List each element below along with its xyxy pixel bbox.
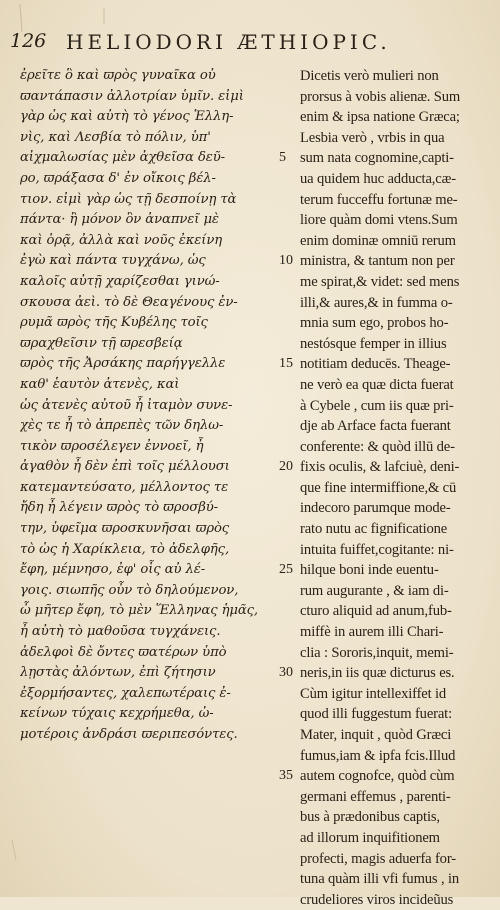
latin-line: cturo aliquid ad anum,fub-: [300, 603, 452, 620]
latin-line: crudeliores viros incideũus: [300, 891, 454, 908]
line-number: 5: [279, 150, 286, 166]
greek-line: γοις. σιωπῆς οὖν τὸ δηλούμενον,: [20, 582, 239, 598]
greek-line: νὶς, καὶ Λεσβία τὸ πόλιν, ὑπ': [20, 129, 211, 145]
latin-line: neris,in iis quæ dicturus es.: [300, 665, 455, 682]
latin-line: bus à prædonibus captis,: [300, 809, 440, 826]
greek-line: μοτέροις ἀνδράσι ϖεριπεσόντες.: [20, 727, 238, 742]
greek-text-column: [20, 66, 290, 746]
greek-line: χὲς τε ἦ τὸ ἀπρεπὲς τῶν δηλω-: [20, 418, 224, 434]
latin-line: liore quàm domi vtens.Sum: [300, 212, 458, 229]
greek-line: ρο, ϖράξασα δ' ἐν οἴκοις βέλ-: [20, 170, 216, 186]
page-header: [10, 30, 490, 56]
latin-line: conferente: & quòd illū de-: [300, 438, 455, 455]
latin-line: me spirat,& videt: sed mens: [300, 273, 460, 290]
latin-line: fixis oculis, & lafciuè, deni-: [300, 459, 460, 476]
greek-line: σκουσα ἀεὶ. τὸ δὲ Θεαγένους ἐν-: [20, 294, 238, 310]
greek-line: ἦ αὐτὴ τὸ μαθοῦσα τυγχάνεις.: [20, 624, 221, 640]
greek-line: ϖαντάπασιν ἀλλοτρίαν ὑμῖν. εἰμὶ: [20, 88, 244, 104]
latin-line: mnia sum ego, probos ho-: [300, 315, 449, 332]
greek-line: ϖρὸς τῆς Ἀρσάκης παρήγγελλε: [20, 356, 226, 372]
latin-line: terum fucceffu fortunæ me-: [300, 191, 458, 208]
latin-line: fumus,iam & ipfa fcis.Illud: [300, 747, 456, 764]
line-number: 15: [279, 356, 293, 372]
greek-line: λῃστὰς ἀλόντων, ἐπὶ ζήτησιν: [20, 665, 216, 681]
line-number: 10: [279, 253, 293, 269]
greek-line: κατεμαντεύσατο, μέλλοντος τε: [20, 479, 229, 495]
greek-line: ἔφη, μέμνησο, ἐφ' οἷς αὐ λέ-: [20, 562, 206, 578]
greek-line: ἀδελφοὶ δὲ ὄντες ϖατέρων ὑπὸ: [20, 644, 227, 660]
latin-line: quod illi fuggestum fuerat:: [300, 706, 452, 723]
greek-line: ὦ μῆτερ ἔφη, τὸ μὲν Ἕλληνας ἡμᾶς,: [20, 603, 259, 619]
latin-text-column: [300, 66, 488, 910]
latin-line: rum augurante , & iam di-: [300, 582, 449, 599]
latin-line: profecti, magis aduerfa for-: [300, 850, 456, 867]
greek-line: αἰχμαλωσίας μὲν ἀχθεῖσα δεῦ-: [20, 150, 226, 166]
line-number: 35: [279, 768, 293, 784]
greek-line: την, ὑφεῖμα ϖροσκυνῆσαι ϖρὸς: [20, 521, 230, 537]
latin-line: ua quidem huc adducta,cæ-: [300, 170, 456, 187]
greek-line: ἤδη ἦ λέγειν ϖρὸς τὸ ϖροσβύ-: [20, 500, 218, 516]
latin-line: Lesbia verò , vrbis in qua: [300, 129, 445, 146]
greek-line: ἐγὼ καὶ πάντα τυγχάνω, ὡς: [20, 253, 206, 269]
latin-line: Cùm igitur intellexiffet id: [300, 685, 447, 702]
greek-line: καλοῖς αὐτῇ χαρίζεσθαι γινώ-: [20, 273, 220, 289]
line-number: 25: [279, 562, 293, 578]
greek-line: γὰρ ὡς καὶ αὐτὴ τὸ γένος Ἑλλη-: [20, 109, 234, 125]
latin-line: Mater, inquit , quòd Græci: [300, 727, 452, 743]
latin-line: que fine intermiffione,& cū: [300, 479, 457, 496]
latin-line: illi,& aures,& in fumma o-: [300, 294, 453, 311]
latin-line: enim & ipsa natione Græca;: [300, 109, 460, 126]
latin-line: hilque boni inde euentu-: [300, 562, 439, 579]
greek-line: καθ' ἑαυτὸν ἀτενὲς, καὶ: [20, 376, 180, 392]
latin-line: autem cognofce, quòd cùm: [300, 768, 455, 785]
greek-line: ἀγαθὸν ἦ δὲν ἐπὶ τοῖς μέλλουσι: [20, 459, 230, 475]
latin-line: Dicetis verò mulieri non: [300, 68, 439, 84]
latin-line: ministra, & tantum non per: [300, 253, 455, 270]
greek-line: ὡς ἀτενὲς αὐτοῦ ἦ ἰταμὸν συνε-: [20, 397, 233, 413]
latin-line: enim dominæ omniū rerum: [300, 232, 456, 249]
greek-line: ἐξορμήσαντες, χαλεπωτέραις ἐ-: [20, 685, 231, 701]
latin-line: prorsus à vobis alienæ. Sum: [300, 88, 461, 105]
latin-line: nestósque femper in illius: [300, 335, 447, 352]
latin-line: ne verò ea quæ dicta fuerat: [300, 376, 454, 393]
greek-line: πάντα· ἢ μόνον ὃν ἀναπνεῖ μὲ: [20, 212, 219, 228]
latin-line: sum nata cognomine,capti-: [300, 150, 454, 167]
latin-line: tuna quàm illi vfi fumus , in: [300, 871, 460, 888]
line-number: 30: [279, 665, 293, 681]
greek-line: κείνων τύχαις κεχρήμεθα, ὠ-: [20, 706, 214, 722]
latin-line: rato nutu ac fignificatione: [300, 521, 448, 538]
latin-line: miffè in aurem illi Chari-: [300, 624, 444, 641]
latin-line: indecoro parumque mode-: [300, 500, 451, 517]
greek-line: ἐρεῖτε ὃ καὶ ϖρὸς γυναῖκα οὐ: [20, 68, 216, 83]
greek-line: ϖραχθεῖσιν τῇ ϖρεσβείᾳ: [20, 335, 183, 351]
page-number: 126: [10, 30, 47, 52]
greek-line: τὸ ὡς ἡ Χαρίκλεια, τὸ ἀδελφῆς,: [20, 541, 230, 557]
greek-line: τικὸν ϖροσέλεγεν ἐννοεῖ, ἦ: [20, 438, 204, 454]
latin-line: germani effemus , parenti-: [300, 788, 451, 805]
latin-line: ad illorum inquifitionem: [300, 829, 440, 846]
line-number: 20: [279, 459, 293, 475]
greek-line: τιον. εἰμὶ γὰρ ὡς τῇ δεσποίνῃ τὰ: [20, 191, 237, 207]
latin-line: notitiam deducēs. Theage-: [300, 356, 451, 373]
latin-line: dje ab Arface facta fuerant: [300, 418, 451, 435]
latin-line: clia : Sororis,inquit, memi-: [300, 644, 454, 661]
latin-line: à Cybele , cum iis quæ pri-: [300, 397, 454, 414]
greek-line: ρυμᾶ ϖρὸς τῆς Κυβέλης τοῖς: [20, 315, 208, 331]
greek-line: καὶ ὁρᾷ, ἀλλὰ καὶ νοῦς ἐκείνη: [20, 232, 223, 248]
latin-line: intuita fuiffet,cogitante: ni-: [300, 541, 454, 558]
running-title: HELIODORI ÆTHIOPIC.: [66, 30, 391, 54]
